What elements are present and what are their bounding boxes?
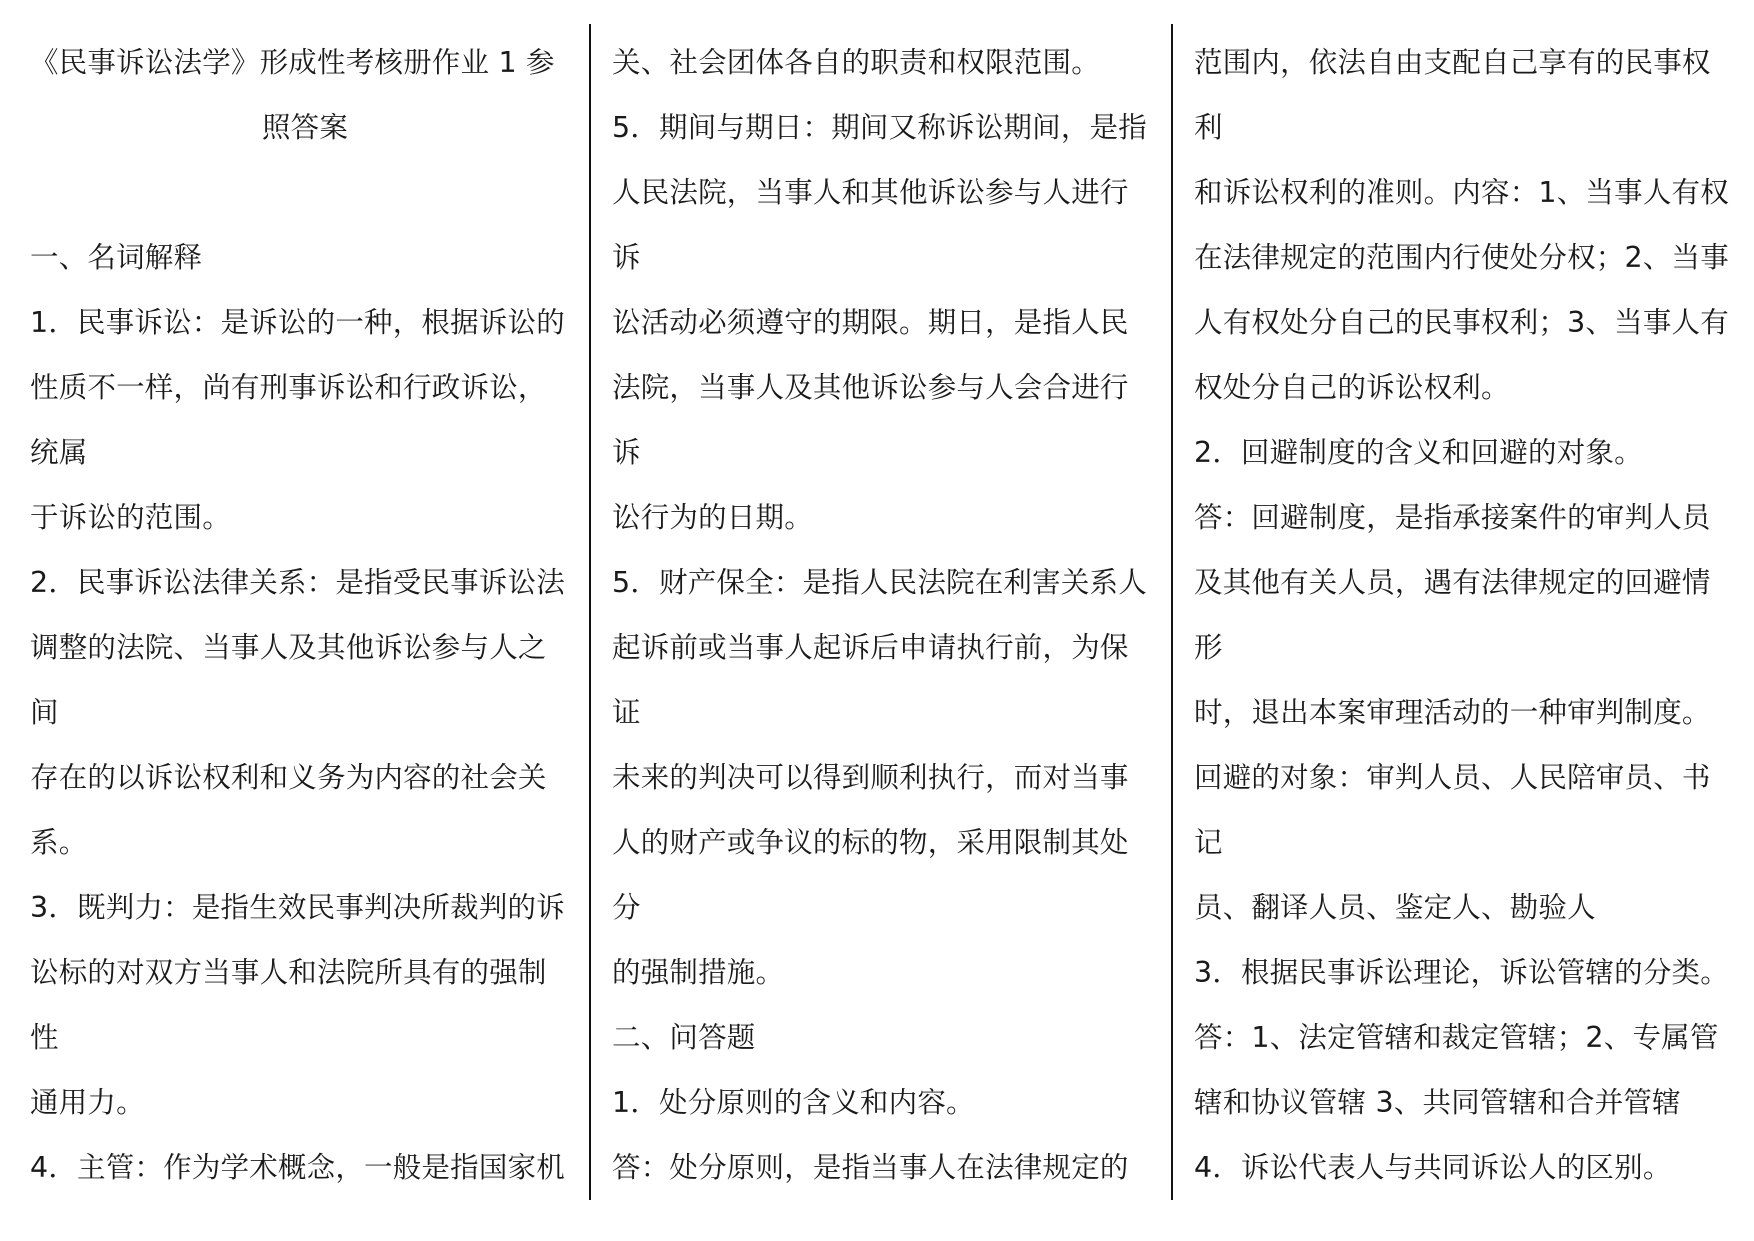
text-line: 未来的判决可以得到顺利执行，而对当事: [612, 761, 1129, 794]
text-line: 的强制措施。: [612, 956, 785, 989]
text-line: 二、问答题: [612, 1021, 756, 1054]
text-line: 统属: [30, 436, 88, 469]
text-line: 法院，当事人及其他诉讼参与人会合进行: [612, 371, 1129, 404]
text-line: [30, 160, 580, 225]
text-line: 一、名词解释: [30, 241, 203, 274]
text-line: 1．民事诉讼：是诉讼的一种，根据诉讼的: [30, 306, 565, 339]
text-line: 诉: [612, 241, 641, 274]
text-line: 调整的法院、当事人及其他诉讼参与人之: [30, 631, 547, 664]
text-line: 间: [30, 696, 59, 729]
text-line: 起诉前或当事人起诉后申请执行前，为保: [612, 631, 1129, 664]
text-line: 及其他有关人员，遇有法律规定的回避情: [1194, 566, 1711, 599]
text-line: 回避的对象：审判人员、人民陪审员、书: [1194, 761, 1711, 794]
text-column-1: [30, 30, 580, 1200]
text-line: 人民法院，当事人和其他诉讼参与人进行: [612, 176, 1129, 209]
text-line: 答：1、法定管辖和裁定管辖；2、专属管: [1194, 1021, 1719, 1054]
text-line: 答：回避制度，是指承接案件的审判人员: [1194, 501, 1711, 534]
text-line: 通用力。: [30, 1086, 145, 1119]
column-divider-2: [1171, 24, 1173, 1200]
text-line: 证: [612, 696, 641, 729]
text-line: 于诉讼的范围。: [30, 501, 231, 534]
text-line: 3．根据民事诉讼理论，诉讼管辖的分类。: [1194, 956, 1729, 989]
text-line: 讼行为的日期。: [612, 501, 813, 534]
text-line: 范围内，依法自由支配自己享有的民事权: [1194, 46, 1711, 79]
text-line: 分: [612, 891, 641, 924]
text-line: 4．诉讼代表人与共同诉讼人的区别。: [1194, 1151, 1672, 1184]
text-line: 人的财产或争议的标的物，采用限制其处: [612, 826, 1129, 859]
text-line: 系。: [30, 826, 88, 859]
text-line: 和诉讼权利的准则。内容：1、当事人有权: [1194, 176, 1729, 209]
text-line: 性质不一样，尚有刑事诉讼和行政诉讼，: [30, 371, 547, 404]
text-line: 存在的以诉讼权利和义务为内容的社会关: [30, 761, 547, 794]
text-line: 4．主管：作为学术概念，一般是指国家机: [30, 1151, 565, 1184]
text-line: 1．处分原则的含义和内容。: [612, 1086, 975, 1119]
text-line: 讼活动必须遵守的期限。期日，是指人民: [612, 306, 1129, 339]
text-line: 照答案: [261, 111, 349, 144]
text-line: 辖和协议管辖 3、共同管辖和合并管辖: [1194, 1086, 1681, 1119]
text-line: 3．既判力：是指生效民事判决所裁判的诉: [30, 891, 565, 924]
text-line: 性: [30, 1021, 59, 1054]
text-line: 5．财产保全：是指人民法院在利害关系人: [612, 566, 1147, 599]
text-line: 时，退出本案审理活动的一种审判制度。: [1194, 696, 1711, 729]
text-line: 答：处分原则，是指当事人在法律规定的: [612, 1151, 1129, 1184]
text-line: 形: [1194, 631, 1223, 664]
text-column-2: [612, 30, 1162, 1200]
text-line: 2．民事诉讼法律关系：是指受民事诉讼法: [30, 566, 565, 599]
text-line: 5．期间与期日：期间又称诉讼期间，是指: [612, 111, 1147, 144]
text-line: 员、翻译人员、鉴定人、勘验人: [1194, 891, 1596, 924]
text-line: 2．回避制度的含义和回避的对象。: [1194, 436, 1643, 469]
text-line: 利: [1194, 111, 1223, 144]
text-line: 《民事诉讼法学》形成性考核册作业 1 参: [30, 46, 555, 79]
text-line: 讼标的对双方当事人和法院所具有的强制: [30, 956, 547, 989]
text-line: 记: [1194, 826, 1223, 859]
text-line: 在法律规定的范围内行使处分权；2、当事: [1194, 241, 1729, 274]
text-line: 权处分自己的诉讼权利。: [1194, 371, 1510, 404]
text-line: 诉: [612, 436, 641, 469]
text-line: 关、社会团体各自的职责和权限范围。: [612, 46, 1100, 79]
column-divider-1: [589, 24, 591, 1200]
text-column-3: [1194, 30, 1744, 1200]
text-line: 人有权处分自己的民事权利；3、当事人有: [1194, 306, 1729, 339]
